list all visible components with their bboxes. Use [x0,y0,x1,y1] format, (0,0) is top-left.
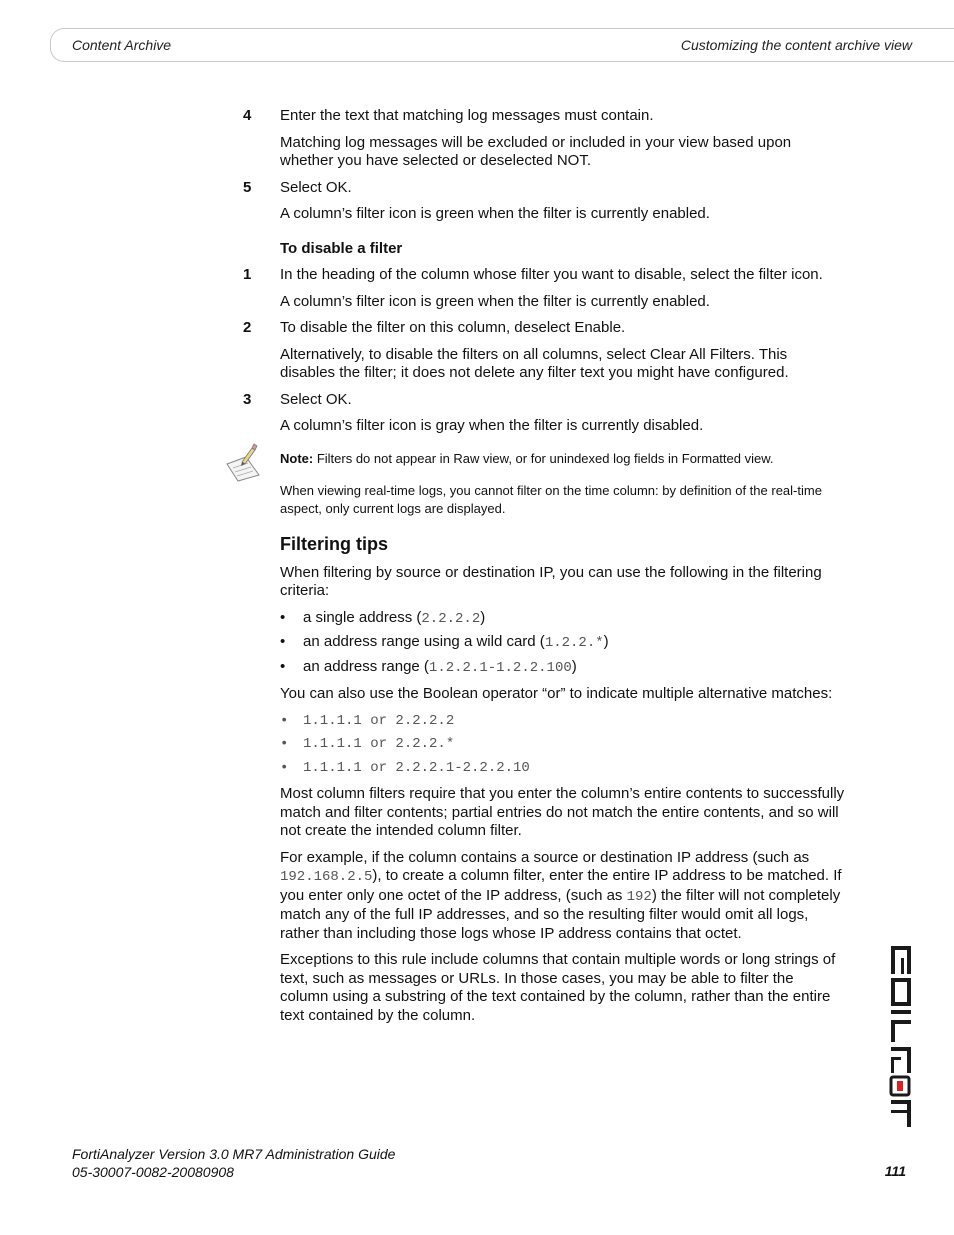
note-text [280,450,846,468]
list-item [280,759,846,778]
step-number: 1 [243,266,252,283]
step-number: 4 [243,107,252,124]
code-example: 1.1.1.1 or 2.2.2.* [303,736,455,752]
inline-code: 192 [626,888,652,905]
bullet: • [280,712,289,729]
step-2 [243,319,846,338]
bullet-text: ) [571,657,577,675]
para-text: For example, if the column contains a source or destination IP address (such as [280,848,810,866]
section-intro: When filtering by source or destination IP, you can use the following in the filtering criteria: [280,563,822,599]
step-4 [243,107,846,126]
inline-code: 1.2.2.* [544,635,604,651]
step-detail: A column’s filter icon is gray when the filter is currently disabled. [280,417,704,434]
note-line-2: When viewing real-time logs, you cannot filter on the time column: by definition of the real-time aspect, only current logs are displayed. [280,483,822,516]
step-detail: A column’s filter icon is green when the filter is currently enabled. [280,205,710,222]
note-pad-icon [224,442,262,482]
step-detail: Alternatively, to disable the filters on all columns, select Clear All Filters. This disables the filter; it does not delete any filter text you might have configured. [280,345,789,381]
code-example: 1.1.1.1 or 2.2.2.2 [303,712,455,729]
list-item [280,735,846,754]
inline-code: 192.168.2.5 [280,869,373,885]
header-section: Customizing the content archive view [680,37,912,53]
list-item [280,633,846,653]
inline-code: 2.2.2.2 [421,610,481,627]
step-number: 3 [243,390,252,408]
step-5 [243,178,846,198]
bullet-text: an address range using a wild card ( [303,633,545,650]
bullet: • [280,657,286,675]
fortinet-logo [888,940,914,1128]
header-chapter: Content Archive [72,37,172,53]
address-bullet-list [280,609,846,678]
step-text: To disable the filter on this column, deselect Enable. [280,319,626,336]
bullet-text: a single address ( [303,608,422,626]
para-text: ), to create a column filter, enter the entire IP address to be matched. If you enter only one octet of the IP address, (such as [280,867,842,904]
list-item [280,658,846,678]
boolean-example-list [280,712,846,778]
code-example: 1.1.1.1 or 2.2.2.1-2.2.2.10 [303,759,530,776]
paragraph-exceptions: Exceptions to this rule include columns that contain multiple words or long strings of text, such as messages or URLs. In those cases, you may be able to filter the column using a substring of the text contained by the column, rather than the entire text contained by the column. [280,951,836,1024]
step-text: Select OK. [280,390,352,408]
bullet: • [280,759,289,776]
step-text: In the heading of the column whose filter you want to disable, select the filter icon. [280,266,823,283]
note-box [280,450,846,518]
step-text: Select OK. [280,178,352,196]
step-1 [243,266,846,285]
step-detail: Matching log messages will be excluded or included in your view based upon whether you have selected or deselected NOT. [280,133,792,169]
step-detail: A column’s filter icon is green when the filter is currently enabled. [280,292,710,310]
step-3 [243,390,846,410]
paragraph-entire-contents: Most column filters require that you enter the column’s entire contents to successfully match and filter contents; partial entries do not match the entire contents, and so will not create the intended column filter. [280,785,845,839]
inline-code: 1.2.2.1-1.2.2.100 [428,659,572,676]
bullet-text: ) [480,608,486,626]
section-title: Filtering tips [280,534,388,554]
step-text: Enter the text that matching log messages must contain. [280,107,654,124]
step-number: 2 [243,319,252,336]
page-number: 111 [884,1163,906,1179]
bullet-text: an address range ( [303,657,429,675]
footer-document-number: 05-30007-0082-20080908 [72,1163,234,1180]
bullet: • [280,608,286,626]
footer-guide-title: FortiAnalyzer Version 3.0 MR7 Administration Guide [72,1146,396,1162]
bullet: • [280,736,289,752]
page-content [243,107,846,1033]
note-label: Note: [280,450,314,466]
paragraph-example [280,849,846,944]
bullet: • [280,633,286,650]
step-number: 5 [243,178,252,196]
note-line-1: Filters do not appear in Raw view, or for unindexed log fields in Formatted view. [313,450,774,466]
boolean-intro: You can also use the Boolean operator “or” to indicate multiple alternative matches: [280,685,833,702]
list-item [280,712,846,731]
procedure-title: To disable a filter [280,239,403,257]
list-item [280,609,846,629]
para-text: ) the filter will not completely match any of the full IP addresses, and so the resulting filter would omit all logs, rather than including those logs whose IP address contains that octet. [280,886,841,942]
bullet-text: ) [603,633,609,650]
footer-document-info [72,1146,395,1181]
